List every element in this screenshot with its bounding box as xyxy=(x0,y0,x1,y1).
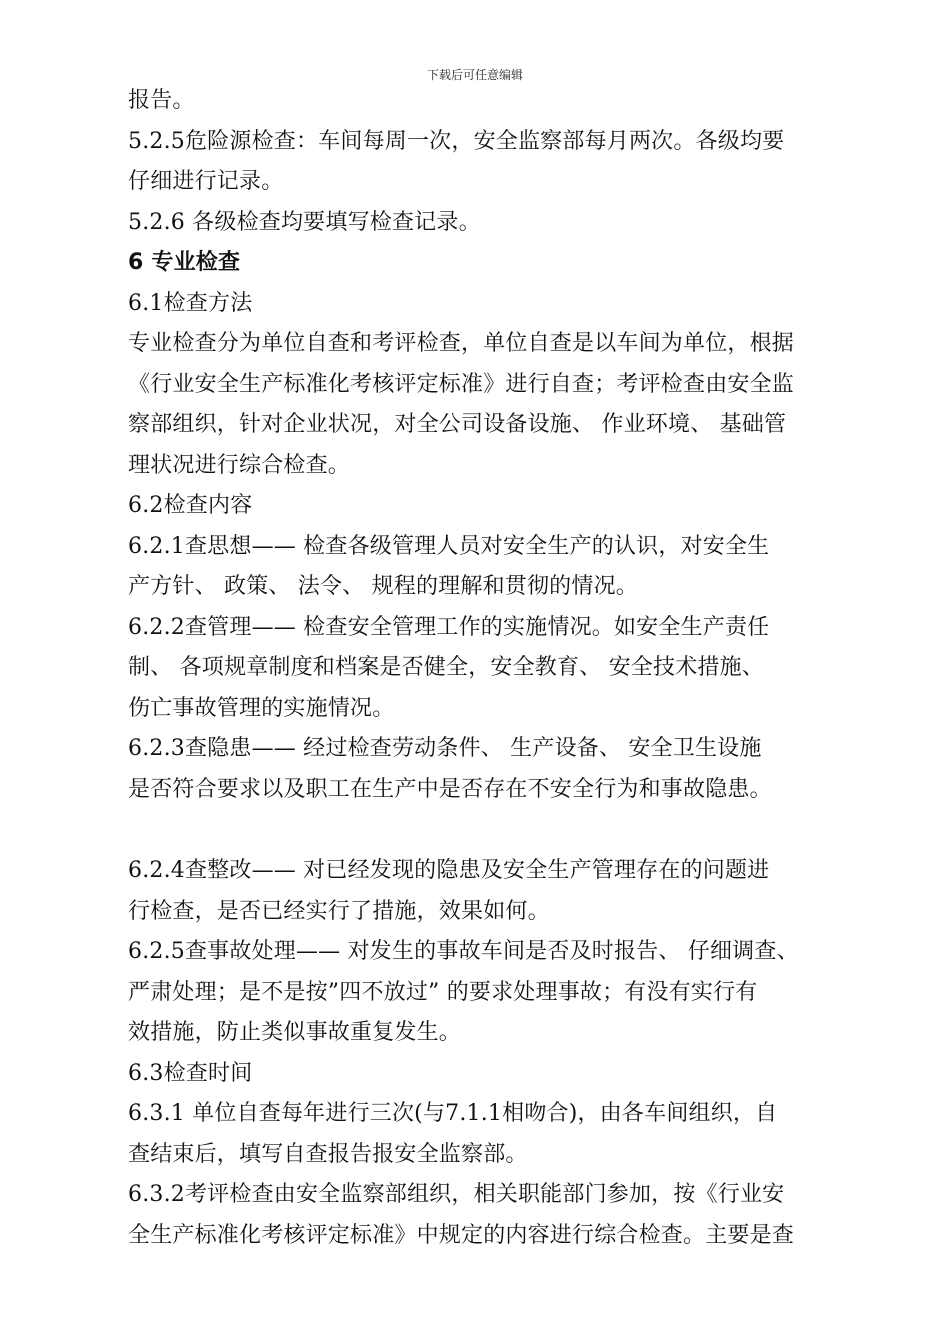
subsection-heading: 6.1检查方法 xyxy=(128,290,253,316)
text-line: 专业检查分为单位自查和考评检查，单位自查是以车间为单位，根据 xyxy=(128,331,795,356)
page-header-note: 下载后可任意编辑 xyxy=(426,68,523,82)
subsection-heading: 6.2检查内容 xyxy=(128,493,253,518)
document-body xyxy=(128,81,828,1256)
text-line: 6.3.2考评检查由安全监察部组织，相关职能部门参加，按《行业安 xyxy=(128,1182,785,1207)
text-line: 仔细进行记录。 xyxy=(128,169,284,194)
text-line: 效措施，防止类似事故重复发生。 xyxy=(128,1020,462,1045)
text-line: 《行业安全生产标准化考核评定标准》进行自查；考评检查由安全监 xyxy=(128,371,795,397)
text-line: 产方针、 政策、 法令、 规程的理解和贯彻的情况。 xyxy=(128,574,638,599)
text-line: 查结束后，填写自查报告报安全监察部。 xyxy=(128,1141,528,1167)
text-line: 6.2.3查隐患—— 经过检查劳动条件、 生产设备、 安全卫生设施 xyxy=(128,736,762,761)
text-line: 制、 各项规章制度和档案是否健全，安全教育、 安全技术措施、 xyxy=(128,655,764,680)
text-line: 6.2.4查整改—— 对已经发现的隐患及安全生产管理存在的问题进 xyxy=(128,858,770,883)
text-line: 是否符合要求以及职工在生产中是否存在不安全行为和事故隐患。 xyxy=(128,776,772,802)
text-line: 5.2.6 各级检查均要填写检查记录。 xyxy=(128,209,481,235)
text-line: 6.2.1查思想—— 检查各级管理人员对安全生产的认识，对安全生 xyxy=(128,533,770,559)
section-heading: 6 专业检查 xyxy=(128,250,241,275)
text-line: 6.3.1 单位自查每年进行三次(与7.1.1相吻合)，由各车间组织，自 xyxy=(128,1101,778,1126)
text-line: 6.2.5查事故处理—— 对发生的事故车间是否及时报告、 仔细调查、 xyxy=(128,939,799,964)
text-line: 6.2.2查管理—— 检查安全管理工作的实施情况。如安全生产责任 xyxy=(128,614,770,640)
text-line: 严肃处理；是不是按”四不放过” 的要求处理事故；有没有实行有 xyxy=(128,979,758,1005)
text-line: 伤亡事故管理的实施情况。 xyxy=(128,695,395,721)
text-line: 报告。 xyxy=(128,88,195,113)
text-line: 全生产标准化考核评定标准》中规定的内容进行综合检查。主要是查 xyxy=(128,1222,795,1248)
text-line: 理状况进行综合检查。 xyxy=(128,452,351,478)
subsection-heading: 6.3检查时间 xyxy=(128,1060,253,1086)
text-line: 5.2.5危险源检查：车间每周一次，安全监察部每月两次。各级均要 xyxy=(128,128,785,154)
text-line: 察部组织，针对企业状况，对全公司设备设施、 作业环境、 基础管 xyxy=(128,412,787,437)
paragraph-gap xyxy=(128,810,828,851)
text-line: 行检查，是否已经实行了措施，效果如何。 xyxy=(128,898,550,924)
